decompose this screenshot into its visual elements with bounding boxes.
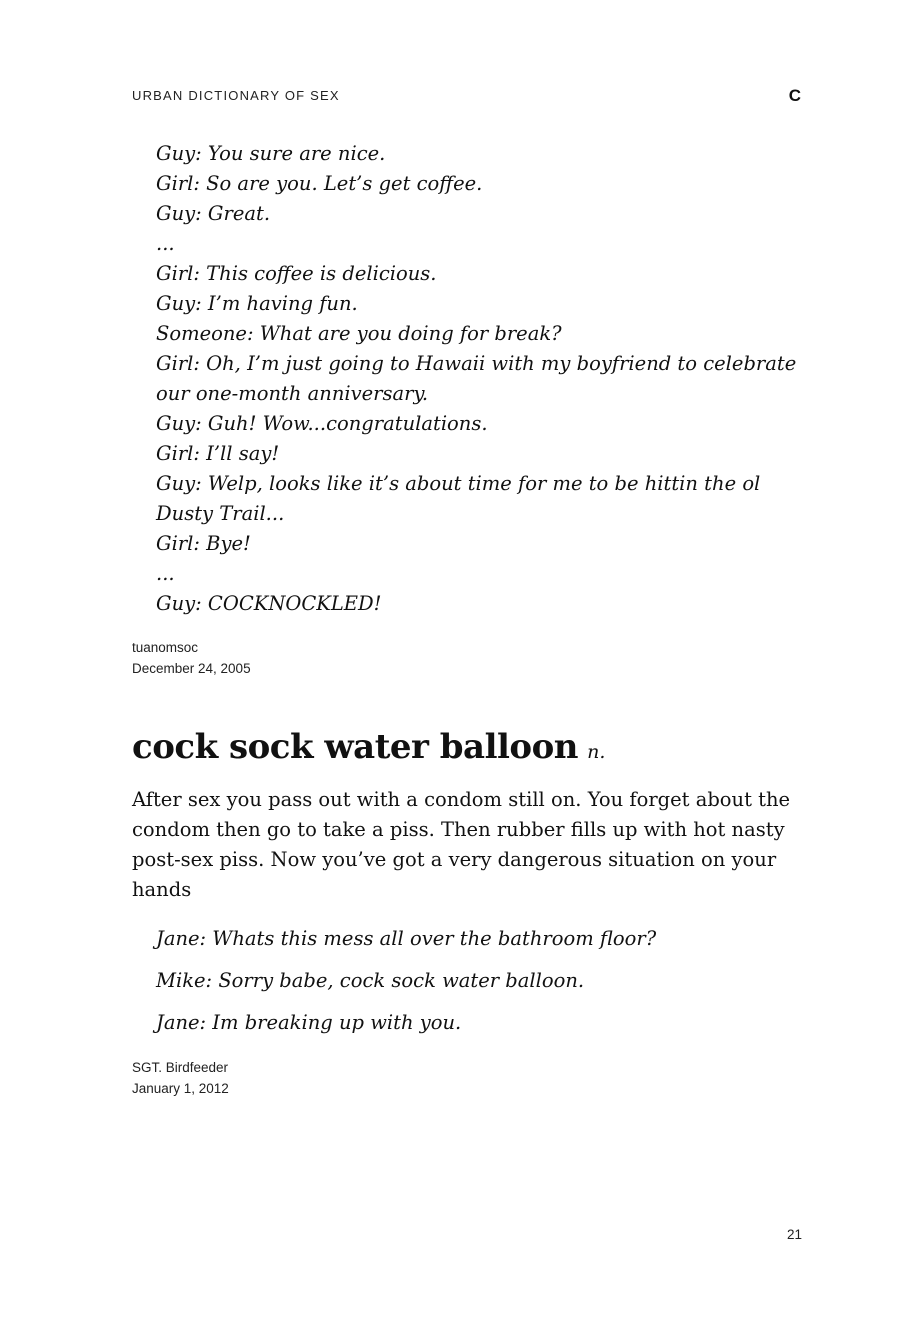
- entry-heading: [132, 727, 605, 767]
- dialogue-line: Guy: Guh! Wow...congratulations.: [156, 412, 488, 435]
- book-title: URBAN DICTIONARY OF SEX: [132, 88, 340, 103]
- dialogue-line: Someone: What are you doing for break?: [156, 322, 562, 345]
- dialogue-line: Girl: I’ll say!: [156, 442, 280, 465]
- dialogue-line: Guy: You sure are nice.: [156, 142, 386, 165]
- dialogue-ellipsis: ...: [156, 232, 175, 255]
- example-line: Jane: Whats this mess all over the bathroom floor?: [156, 927, 657, 950]
- entry-date: January 1, 2012: [132, 1081, 229, 1096]
- dialogue-line: Guy: I’m having fun.: [156, 292, 358, 315]
- dialogue-line: Guy: Welp, looks like it’s about time for me to be hittin the ol Dusty Trail...: [156, 472, 761, 525]
- section-letter: C: [788, 86, 801, 105]
- page-number: 21: [786, 1227, 802, 1242]
- dialogue-line: Guy: Great.: [156, 202, 271, 225]
- example-line: Jane: Im breaking up with you.: [156, 1011, 462, 1034]
- entry-credit: [132, 1057, 229, 1099]
- running-header: [132, 86, 801, 106]
- author-name: SGT. Birdfeeder: [132, 1060, 229, 1075]
- dialogue-line: Girl: Oh, I’m just going to Hawaii with my boyfriend to celebrate our one-month anniversary.: [156, 352, 797, 405]
- dialogue-line: Guy: COCKNOCKLED!: [156, 592, 382, 615]
- dialogue-line: Girl: This coffee is delicious.: [156, 262, 437, 285]
- example-line: Mike: Sorry babe, cock sock water balloon.: [156, 969, 585, 992]
- entry-term: cock sock water balloon: [132, 727, 578, 767]
- part-of-speech: n.: [587, 741, 606, 763]
- dialogue-line: Girl: Bye!: [156, 532, 251, 555]
- entry-definition: After sex you pass out with a condom still on. You forget about the condom then go to take a piss. Then rubber fills up with hot nasty post-sex piss. Now you’ve got a very dangerous situation on your hands: [132, 788, 791, 901]
- dialogue-ellipsis: ...: [156, 562, 175, 585]
- entry-date: December 24, 2005: [132, 661, 251, 676]
- author-name: tuanomsoc: [132, 640, 199, 655]
- dialogue-line: Girl: So are you. Let’s get coffee.: [156, 172, 483, 195]
- continued-dialogue: [156, 139, 816, 619]
- previous-entry-credit: [132, 637, 251, 679]
